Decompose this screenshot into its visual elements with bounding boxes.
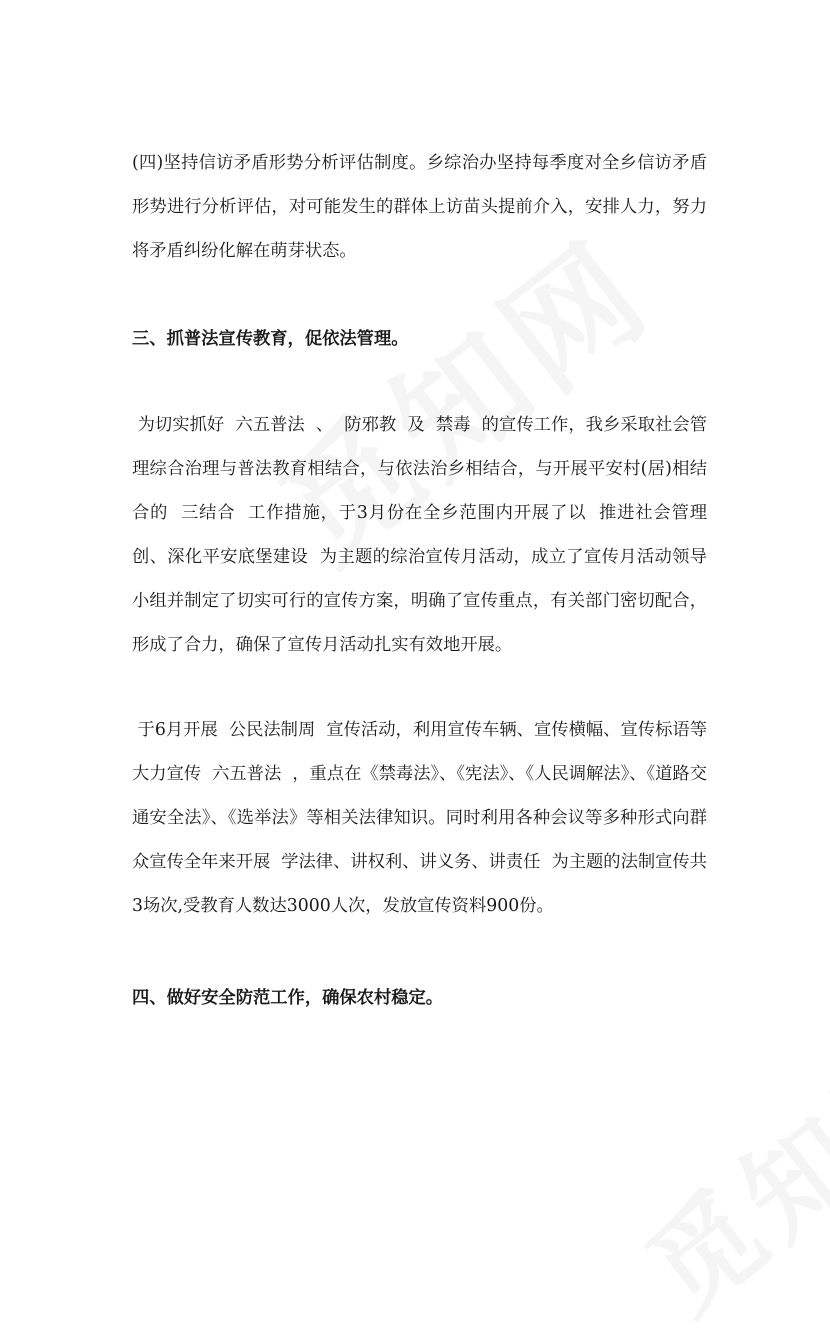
watermark-bottom: [610, 996, 830, 1342]
paragraph-petition-assessment: (四)坚持信访矛盾形势分析评估制度。乡综治办坚持每季度对全乡信访矛盾形势进行分析评估，对可能发生的群体上访苗头提前介入，安排人力，努力将矛盾纠纷化解在萌芽状态。: [132, 153, 707, 261]
paragraph-legal-publicity-month: 为切实抓好 六五普法 、 防邪教 及 禁毒 的宣传工作，我乡采取社会管理综合治理与普法教育相结合，与依法治乡相结合，与开展平安村(居)相结合的 三结合 工作措施，于3月份在全乡范围内开展了以 推进社会管理创、深化平安底堡建设 为主题的综治宣传月活动，成立了宣传月活动领导小组并制定了切实可行的宣传方案，明确了宣传重点，有关部门密切配合，形成了合力，确保了宣传月活动扎实有效地开展。: [132, 415, 708, 655]
paragraph-legal-week: 于6月开展 公民法制周 宣传活动，利用宣传车辆、宣传横幅、宣传标语等大力宣传 六五普法 ，重点在《禁毒法》、《宪法》、《人民调解法》、《道路交通安全法》、《选举法》等相关法律知识。同时利用各种会议等多种形式向群众宣传全年来开展 学法律、讲权利、讲义务、讲责任 为主题的法制宣传共3场次,受教育人数达3000人次，发放宣传资料900份。: [132, 720, 707, 916]
section-heading-3: 三、抓普法宣传教育，促依法管理。: [132, 329, 409, 349]
section-heading-4: 四、做好安全防范工作，确保农村稳定。: [132, 988, 444, 1008]
